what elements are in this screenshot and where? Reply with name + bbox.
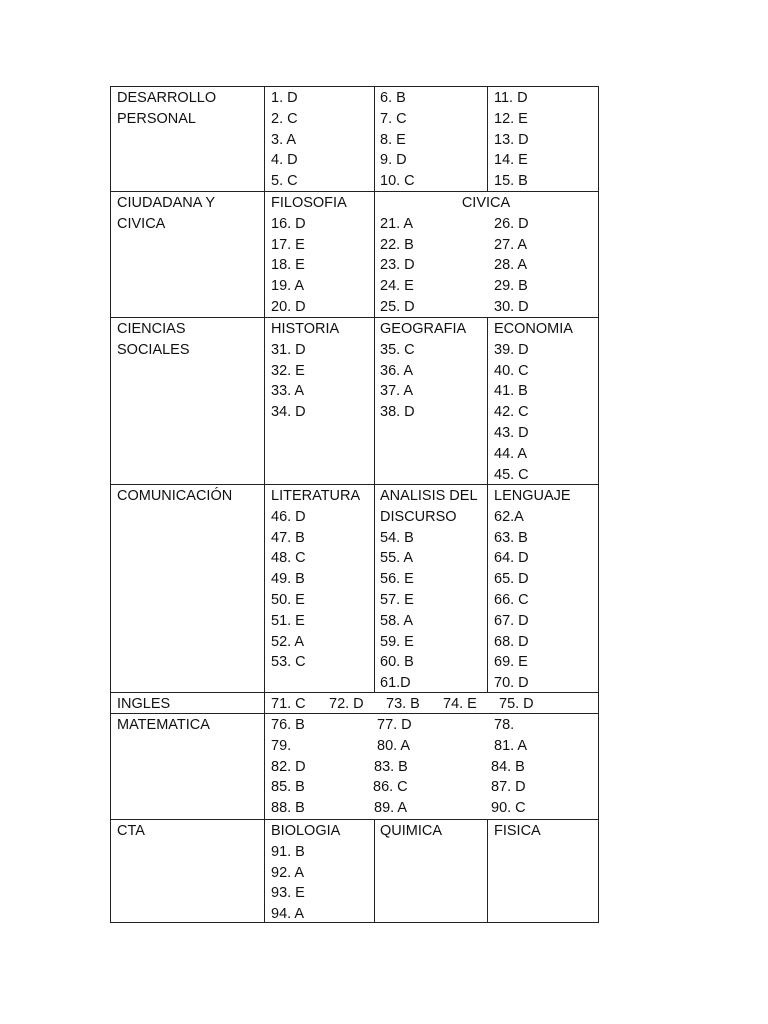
- answer-item: 28. A: [494, 257, 528, 274]
- answer-item: 74. E: [443, 696, 477, 712]
- answer-item: 12. E: [494, 110, 528, 127]
- subject-label: MATEMATICA: [117, 717, 210, 733]
- answer-item: 69. E: [494, 654, 528, 671]
- answer-item: 7. C: [380, 110, 407, 127]
- section-header: LENGUAJE: [494, 488, 571, 504]
- answer-item: 67. D: [494, 612, 529, 629]
- answer-item: 57. E: [380, 592, 414, 608]
- answer-item: 6. B: [380, 90, 406, 106]
- answer-item: DISCURSO: [380, 508, 457, 525]
- answer-item: 61.D: [380, 675, 411, 692]
- row-divider: [110, 86, 599, 87]
- answer-item: 37. A: [380, 383, 414, 400]
- subject-label: INGLES: [117, 696, 171, 712]
- answer-item: 68. D: [494, 633, 529, 650]
- answer-item: 23. D: [380, 257, 415, 274]
- answer-item: 16. D: [271, 215, 306, 232]
- section-header: QUIMICA: [380, 823, 443, 839]
- answer-item: 73. B: [386, 696, 420, 712]
- section-header: CIVICA: [461, 195, 511, 211]
- row-divider: [110, 922, 599, 923]
- answer-item: 87. D: [491, 779, 526, 796]
- answer-item: 49. B: [271, 571, 305, 588]
- answer-item: 84. B: [491, 758, 525, 775]
- answer-item: 17. E: [271, 236, 305, 253]
- answer-item: 72. D: [329, 696, 364, 712]
- table-border-right: [598, 86, 599, 923]
- answer-item: 1. D: [271, 90, 298, 106]
- answer-item: 55. A: [380, 550, 414, 567]
- answer-item: 89. A: [374, 800, 408, 817]
- answer-item: 24. E: [380, 278, 414, 295]
- answer-item: 46. D: [271, 508, 306, 525]
- answer-item: 65. D: [494, 571, 529, 588]
- answer-item: 14. E: [494, 152, 528, 169]
- answer-item: 59. E: [380, 633, 414, 650]
- section-header: FISICA: [494, 823, 541, 839]
- answer-item: 85. B: [271, 779, 305, 796]
- subject-label: PERSONAL: [117, 110, 196, 127]
- answer-item: 81. A: [494, 737, 528, 754]
- answer-item: 64. D: [494, 550, 529, 567]
- answer-item: 40. C: [494, 362, 529, 379]
- answer-item: 20. D: [271, 299, 306, 315]
- answer-item: 71. C: [271, 696, 306, 712]
- section-header: ECONOMIA: [494, 321, 573, 337]
- answer-item: 35. C: [380, 341, 415, 358]
- answer-item: 25. D: [380, 299, 415, 315]
- answer-item: 15. B: [494, 173, 528, 190]
- answer-item: 30. D: [494, 299, 529, 315]
- answer-item: 4. D: [271, 152, 298, 169]
- answer-item: 19. A: [271, 278, 305, 295]
- answer-item: 82. D: [271, 758, 306, 775]
- section-header: LITERATURA: [271, 488, 361, 504]
- answer-item: 39. D: [494, 341, 529, 358]
- answer-item: 32. E: [271, 362, 305, 379]
- section-header: FILOSOFIA: [271, 195, 347, 211]
- answer-item: 53. C: [271, 654, 306, 671]
- column-divider: [487, 317, 488, 484]
- row-divider: [110, 819, 599, 820]
- subject-label: CTA: [117, 823, 145, 839]
- answer-item: 51. E: [271, 612, 305, 629]
- answer-item: 70. D: [494, 675, 529, 692]
- answer-item: 5. C: [271, 173, 298, 190]
- subject-label: CIENCIAS: [117, 321, 186, 337]
- subject-label: CIVICA: [117, 215, 166, 232]
- subject-label: DESARROLLO: [117, 90, 217, 106]
- answer-item: 47. B: [271, 529, 305, 546]
- answer-item: 22. B: [380, 236, 414, 253]
- answer-item: 76. B: [271, 717, 305, 733]
- answer-item: 21. A: [380, 215, 414, 232]
- answer-item: 27. A: [494, 236, 528, 253]
- column-divider: [374, 819, 375, 922]
- column-divider: [487, 819, 488, 922]
- answer-item: 92. A: [271, 864, 305, 881]
- answer-item: 8. E: [380, 131, 406, 148]
- answer-item: 26. D: [494, 215, 529, 232]
- answer-item: 43. D: [494, 425, 529, 441]
- subject-label: CIUDADANA Y: [117, 195, 216, 211]
- answer-item: 79.: [271, 737, 292, 754]
- answer-item: 88. B: [271, 800, 305, 817]
- column-divider: [374, 317, 375, 484]
- answer-item: 13. D: [494, 131, 529, 148]
- answer-item: 66. C: [494, 592, 529, 608]
- answer-item: 91. B: [271, 843, 305, 860]
- answer-item: 50. E: [271, 592, 305, 608]
- answer-item: 52. A: [271, 633, 305, 650]
- answer-item: 34. D: [271, 404, 306, 421]
- answer-item: 56. E: [380, 571, 414, 588]
- answer-item: 44. A: [494, 445, 528, 462]
- answer-item: 58. A: [380, 612, 414, 629]
- column-divider: [374, 86, 375, 191]
- answer-item: 31. D: [271, 341, 306, 358]
- answer-item: 62.A: [494, 508, 524, 525]
- answer-item: 77. D: [377, 717, 412, 733]
- answer-item: 63. B: [494, 529, 528, 546]
- answer-item: 48. C: [271, 550, 306, 567]
- answer-item: 94. A: [271, 906, 305, 923]
- column-divider: [487, 484, 488, 692]
- answer-item: 60. B: [380, 654, 414, 671]
- section-header: GEOGRAFIA: [380, 321, 467, 337]
- section-header: ANALISIS DEL: [380, 488, 478, 504]
- answer-item: 2. C: [271, 110, 298, 127]
- answer-item: 11. D: [494, 90, 528, 106]
- answer-item: 3. A: [271, 131, 296, 148]
- section-header: BIOLOGIA: [271, 823, 341, 839]
- table-border-left: [110, 86, 111, 922]
- answer-item: 18. E: [271, 257, 305, 274]
- answer-item: 42. C: [494, 404, 529, 421]
- answer-item: 54. B: [380, 529, 414, 546]
- answer-item: 45. C: [494, 466, 529, 483]
- section-header: HISTORIA: [271, 321, 340, 337]
- answer-item: 93. E: [271, 885, 305, 902]
- answer-item: 86. C: [373, 779, 408, 796]
- answer-item: 29. B: [494, 278, 528, 295]
- column-divider: [264, 86, 265, 922]
- answer-item: 33. A: [271, 383, 305, 400]
- column-divider: [374, 484, 375, 692]
- subject-label: COMUNICACIÓN: [117, 488, 233, 504]
- answer-item: 75. D: [499, 696, 534, 712]
- answer-item: 41. B: [494, 383, 528, 400]
- answer-item: 9. D: [380, 152, 407, 169]
- answer-item: 10. C: [380, 173, 415, 190]
- answer-item: 83. B: [374, 758, 408, 775]
- answer-item: 78.: [494, 717, 515, 733]
- answer-item: 90. C: [491, 800, 526, 817]
- answer-item: 36. A: [380, 362, 414, 379]
- answer-item: 80. A: [377, 737, 411, 754]
- subject-label: SOCIALES: [117, 341, 190, 358]
- answer-item: 38. D: [380, 404, 415, 421]
- column-divider: [487, 86, 488, 191]
